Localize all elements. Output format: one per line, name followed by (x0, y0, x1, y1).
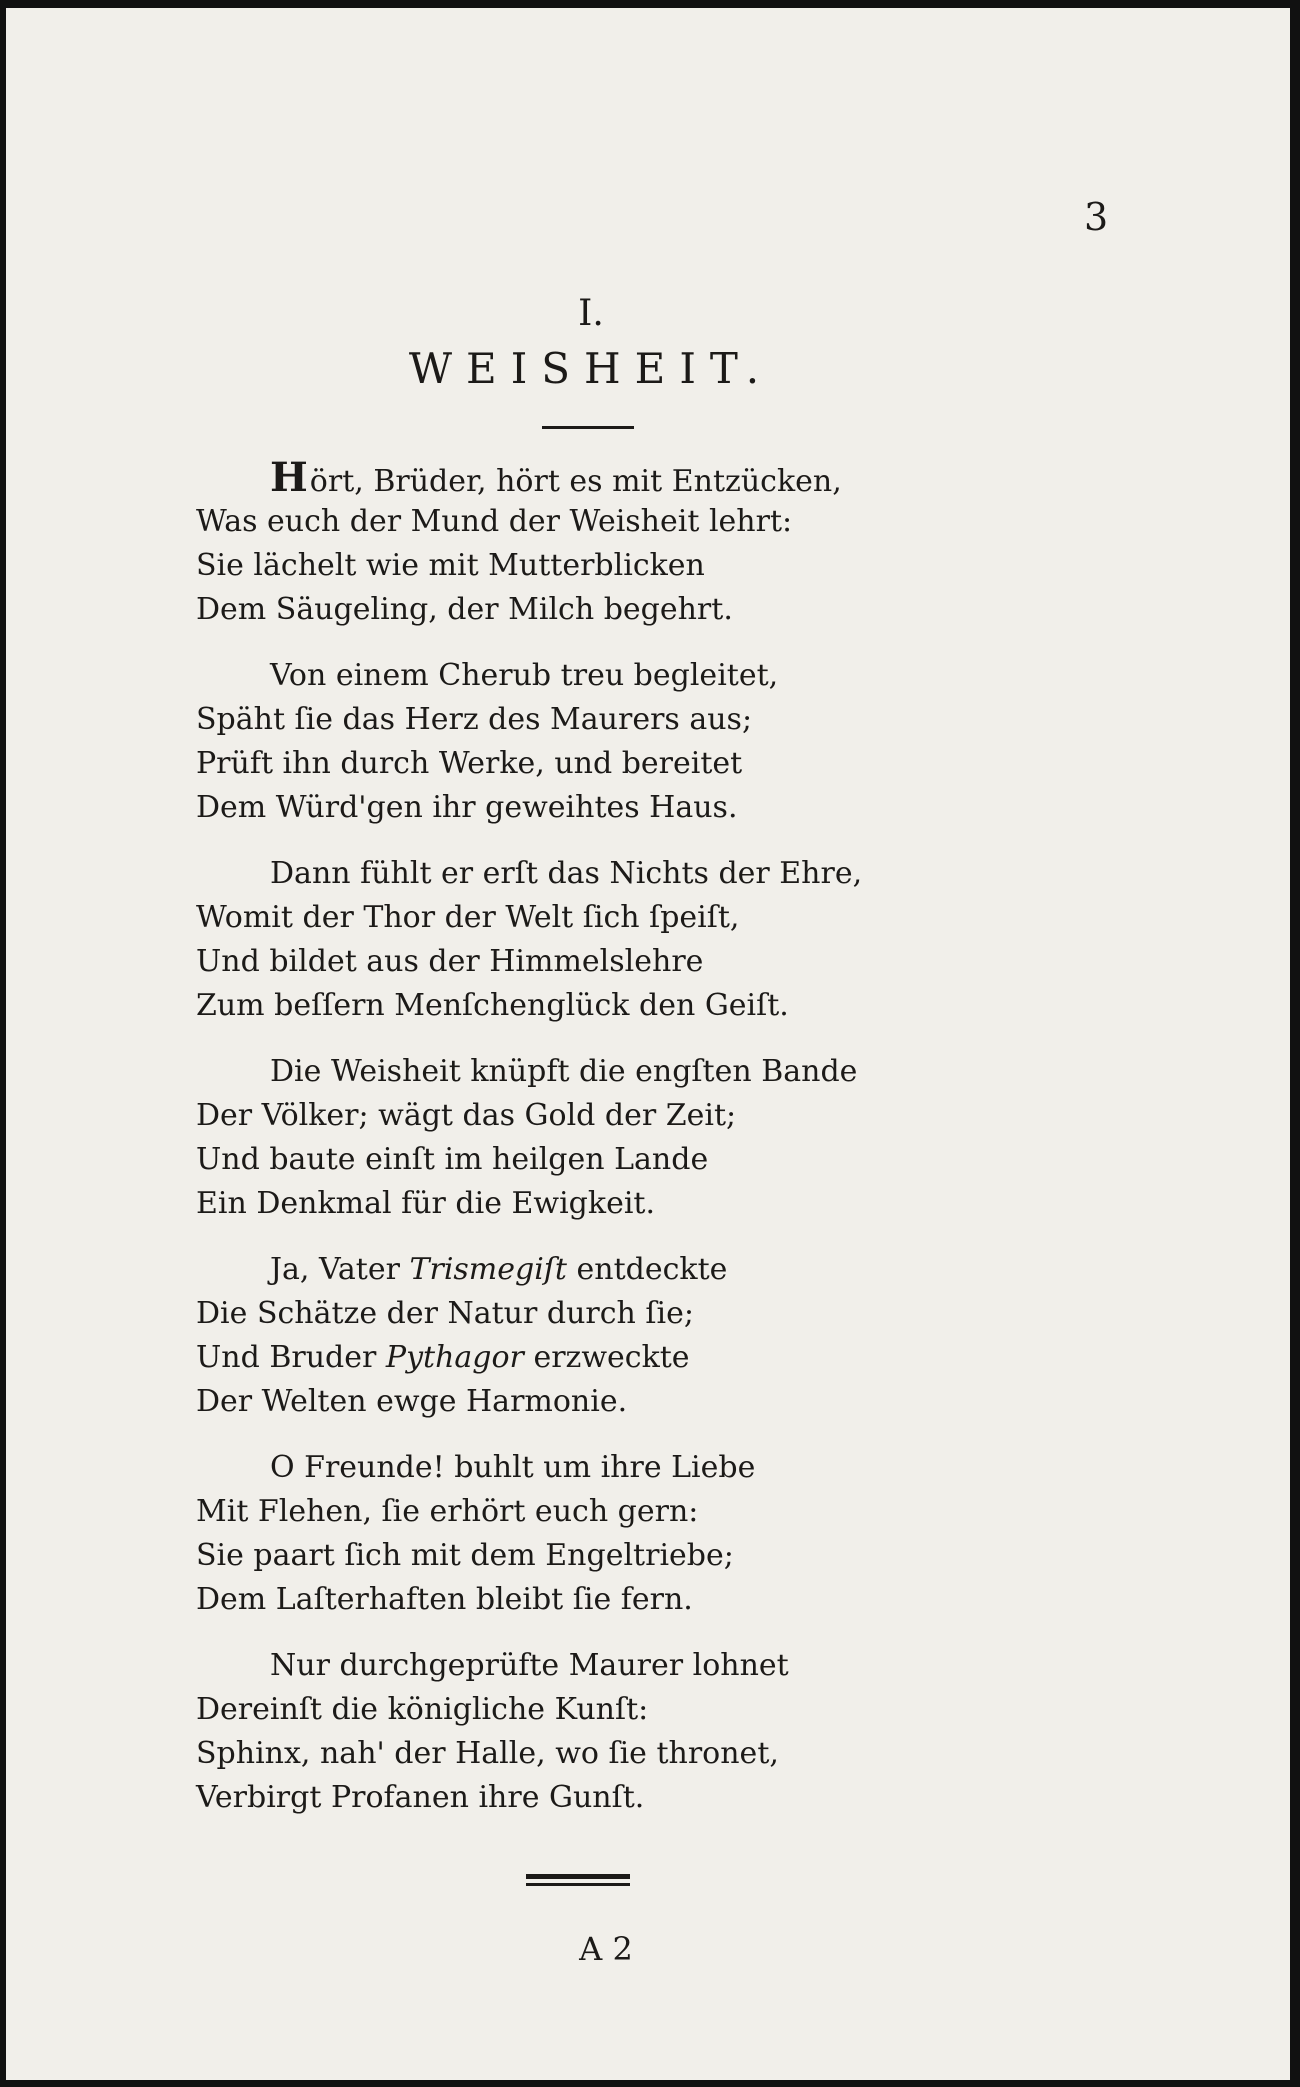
end-rule-bar (526, 1883, 630, 1886)
poem-line: Ein Denkmal für die Ewigkeit. (196, 1186, 656, 1221)
end-rule-bar (526, 1874, 630, 1879)
end-rule (526, 1874, 630, 1888)
poem-line (196, 456, 1016, 500)
line-text: Und Bruder (196, 1340, 386, 1375)
stanza (196, 852, 1016, 1028)
italic-name: Trismegiſt (409, 1252, 567, 1287)
poem-line: Die Schätze der Natur durch ſie; (196, 1296, 694, 1331)
poem-line: Und baute einſt im heilgen Lande (196, 1142, 709, 1177)
italic-name: Pythagor (385, 1340, 524, 1375)
poem-line: Verbirgt Profanen ihre Gunſt. (196, 1780, 645, 1815)
poem-line: Prüft ihn durch Werke, und bereitet (196, 746, 743, 781)
poem-line: Sie paart ſich mit dem Engeltriebe; (196, 1538, 734, 1573)
poem-title: WEISHEIT. (408, 344, 774, 393)
stanza (196, 1248, 1016, 1424)
page-number: 3 (1084, 195, 1109, 239)
poem-line: Von einem Cherub treu begleitet, (270, 658, 779, 693)
poem-line: Womit der Thor der Welt ſich ſpeiſt, (196, 900, 740, 935)
stanza (196, 456, 1016, 632)
book-page (6, 8, 1290, 2080)
poem-line: Die Weisheit knüpft die engſten Bande (270, 1054, 858, 1089)
line-text: entdeckte (566, 1252, 728, 1287)
poem-line: Dem Säugeling, der Milch begehrt. (196, 592, 733, 627)
signature-mark: A 2 (579, 1930, 633, 1968)
poem-line: Sphinx, nah' der Halle, wo ſie thronet, (196, 1736, 779, 1771)
poem-line (196, 1248, 1016, 1292)
poem-line: Was euch der Mund der Weisheit lehrt: (196, 504, 793, 539)
poem-line: Der Völker; wägt das Gold der Zeit; (196, 1098, 737, 1133)
stanza (196, 1050, 1016, 1226)
poem-line: Und bildet aus der Himmelslehre (196, 944, 704, 979)
poem-line: Zum beſſern Menſchenglück den Geiſt. (196, 988, 789, 1023)
line-text: Ja, Vater (270, 1252, 410, 1287)
poem-line: Der Welten ewge Harmonie. (196, 1384, 628, 1419)
poem-line: Späht ſie das Herz des Maurers aus; (196, 702, 753, 737)
poem-line: Sie lächelt wie mit Mutterblicken (196, 548, 705, 583)
line-text: erzweckte (523, 1340, 690, 1375)
poem-line: O Freunde! buhlt um ihre Liebe (270, 1450, 756, 1485)
stanza (196, 1644, 1016, 1820)
poem-line: Dem Würd'gen ihr geweihtes Haus. (196, 790, 738, 825)
poem-number: I. (578, 293, 604, 334)
decorative-initial: H (270, 454, 310, 501)
poem-line: Mit Flehen, ſie erhört euch gern: (196, 1494, 699, 1529)
title-rule (542, 426, 634, 429)
poem-line: Dann fühlt er erſt das Nichts der Ehre, (270, 856, 863, 891)
stanza (196, 654, 1016, 830)
line-text: ört, Brüder, hört es mit Entzücken, (309, 464, 842, 499)
stanza (196, 1446, 1016, 1622)
poem-line: Nur durchgeprüfte Maurer lohnet (270, 1648, 789, 1683)
poem-body (196, 456, 1016, 1842)
poem-line (196, 1336, 1016, 1380)
poem-line: Dereinſt die königliche Kunſt: (196, 1692, 649, 1727)
poem-line: Dem Laſterhaften bleibt ſie fern. (196, 1582, 693, 1617)
